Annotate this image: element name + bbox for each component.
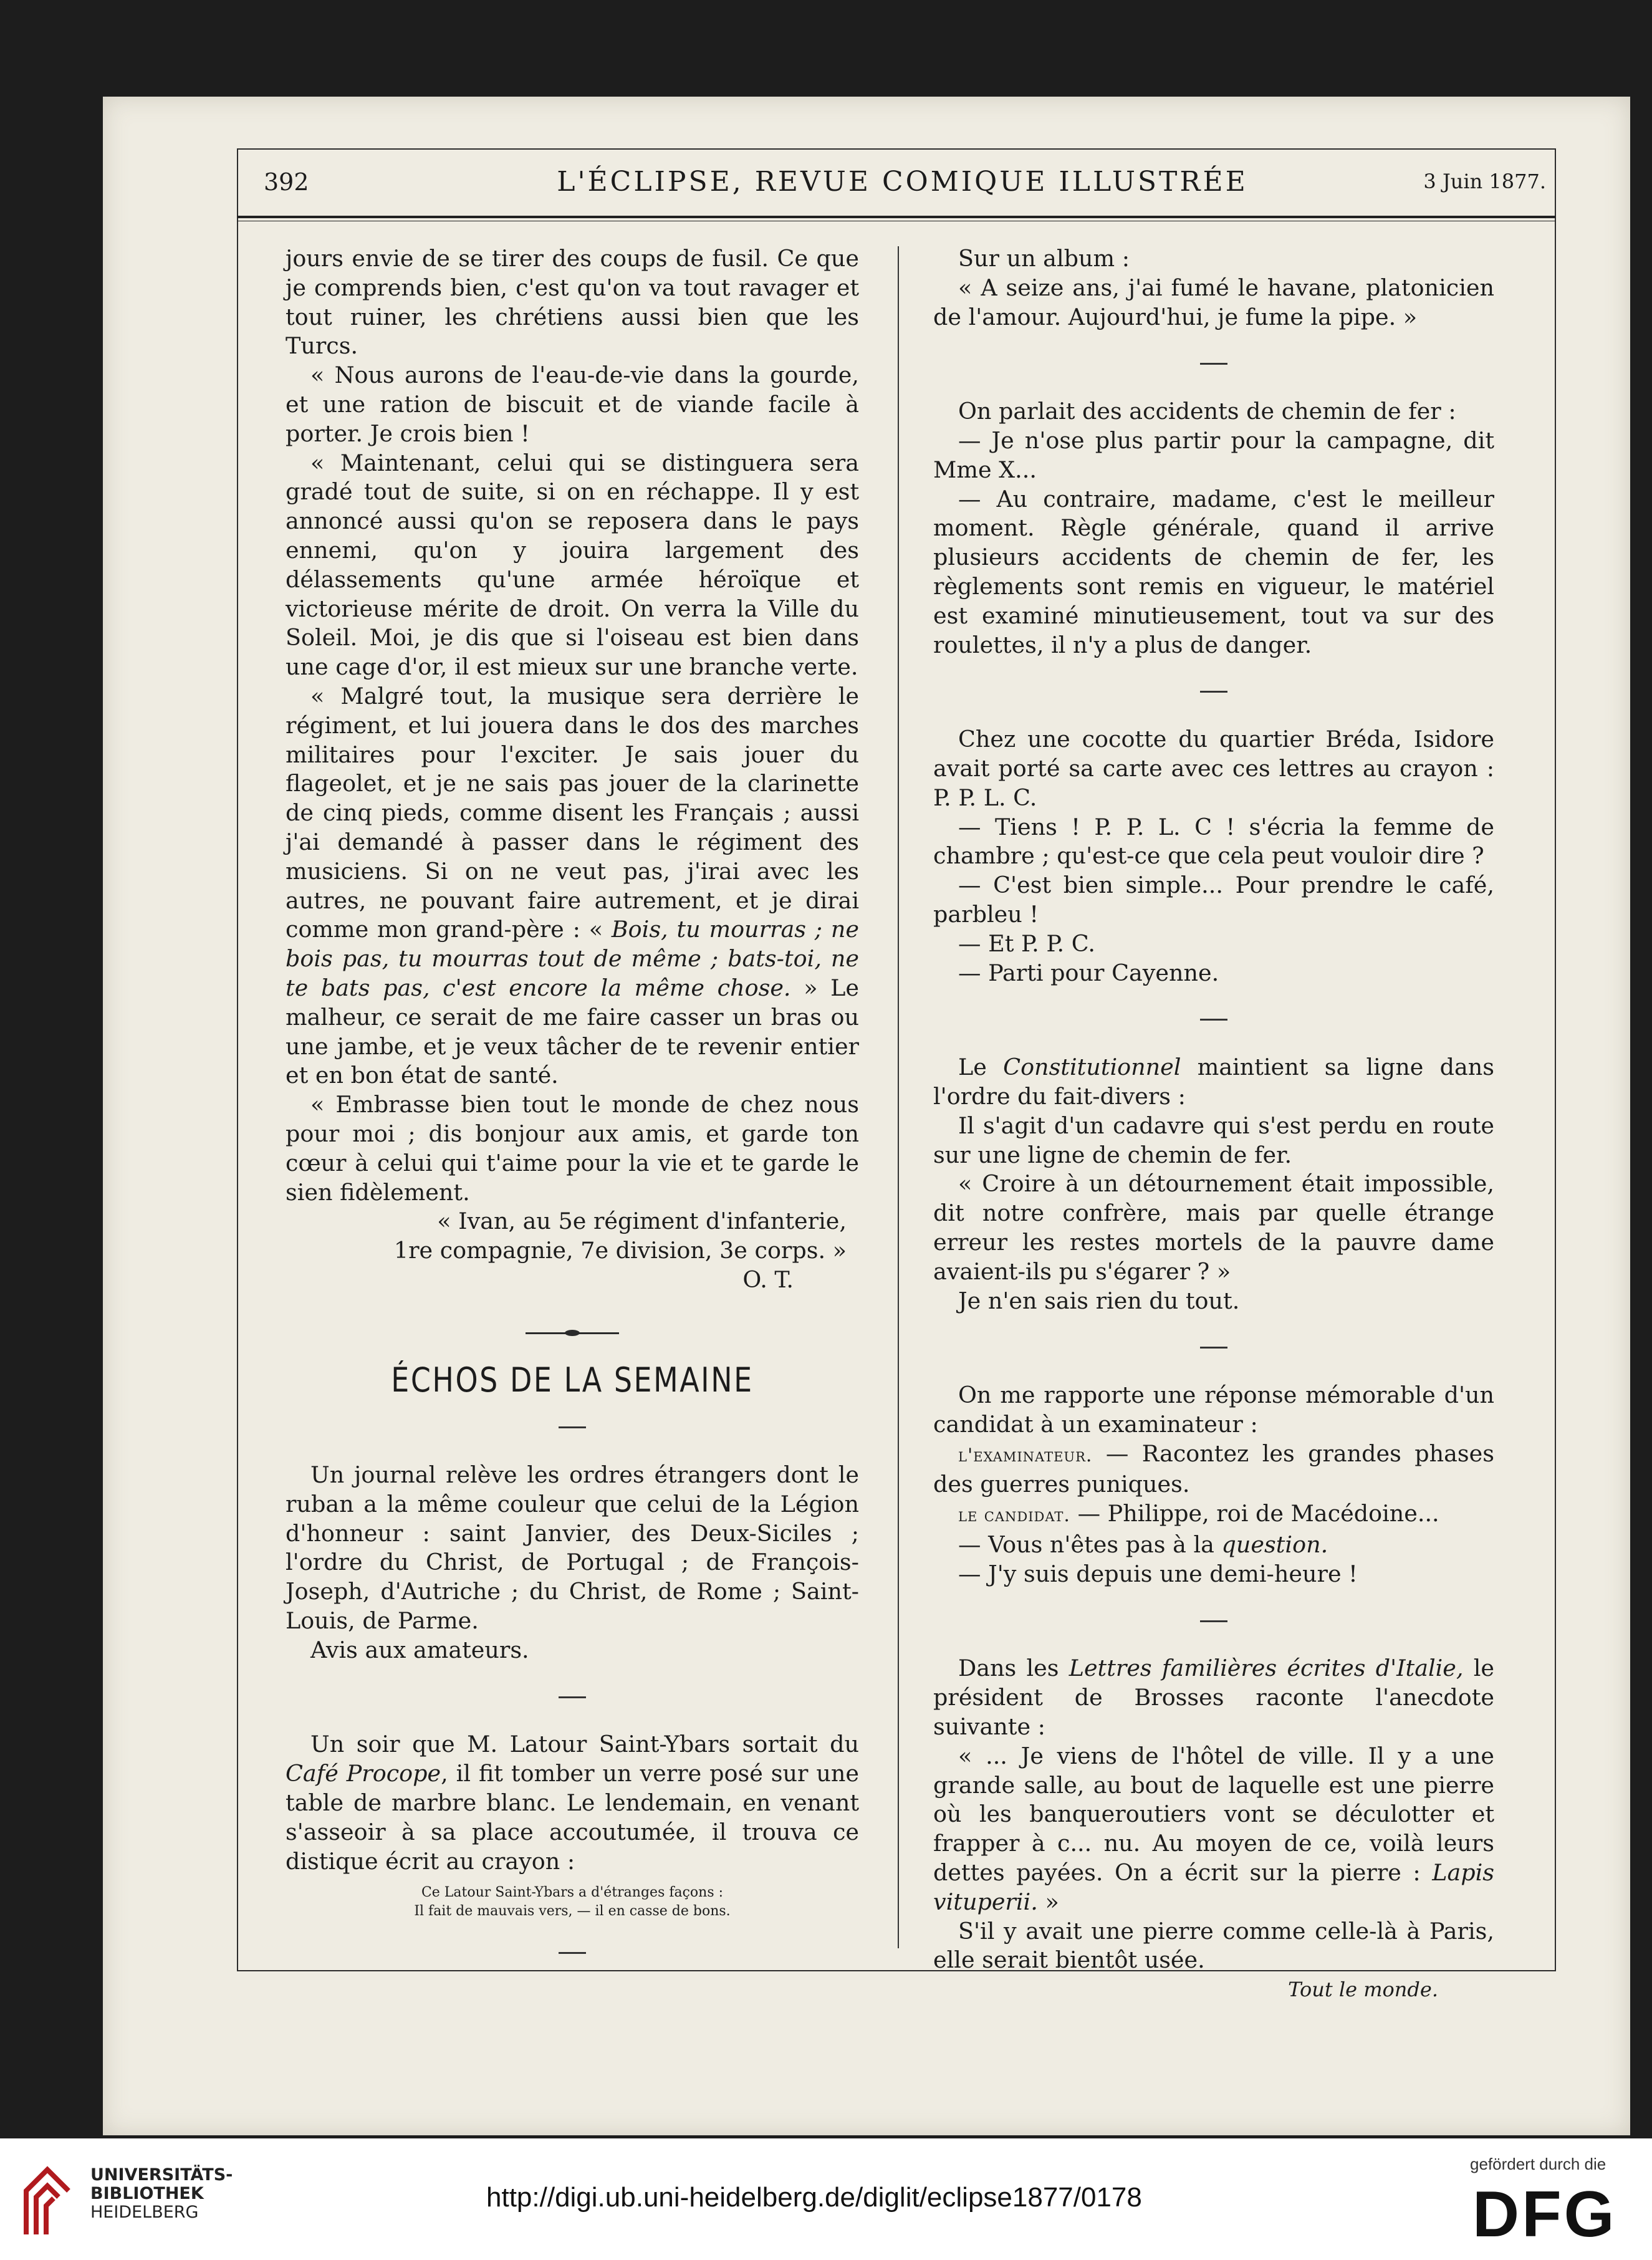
echo-paragraph: — Tiens ! P. P. L. C ! s'écria la femme de chambre ; qu'est-ce que cela peut vouloir dire ?: [933, 813, 1494, 870]
echo-paragraph: On parlait des accidents de chemin de fer :: [958, 398, 1456, 425]
echo-paragraph: Il s'agit d'un cadavre qui s'est perdu en route sur une ligne de chemin de fer.: [933, 1112, 1494, 1168]
page-number: 392: [264, 168, 309, 196]
italic-name: Constitutionnel: [1003, 1054, 1181, 1081]
italic-name: Café Procope: [286, 1760, 441, 1787]
dialogue-line: [933, 1499, 1494, 1531]
permalink-url[interactable]: http://digi.ub.uni-heidelberg.de/diglit/eclipse1877/0178: [486, 2182, 1142, 2213]
dash-separator: [933, 999, 1494, 1028]
echo-paragraph: « A seize ans, j'ai fumé le havane, platonicien de l'amour. Aujourd'hui, je fume la pipe. »: [933, 274, 1494, 330]
issue-date: 3 Juin 1877.: [1423, 170, 1546, 193]
echo-paragraph: On me rapporte une réponse mémorable d'un candidat à un examinateur :: [933, 1382, 1494, 1438]
footer-bar: [0, 2138, 1652, 2260]
paragraph: jours envie de se tirer des coups de fusil. Ce que je comprends bien, c'est qu'on va tout ravager et tout ruiner, les chrétiens aussi bien que les Turcs.: [286, 245, 859, 360]
paragraph-text: »: [1045, 1888, 1059, 1915]
echo-paragraph: Avis aux amateurs.: [310, 1636, 529, 1663]
paragraph-text: « Malgré tout, la musique sera derrière le régiment, et lui jouera dans le dos des marches militaires pour l'exciter. Je sais jouer du flageolet, et je ne sais pas jouer de la clarinette de cinq pieds, comme disent les Français ; aussi j'ai demandé à passer dans le régiment des musiciens. Si on ne veut pas, j'irai avec les autres, ne pouvant faire autrement, et je dirai comme mon grand-père :: [286, 682, 859, 943]
right-column: [933, 244, 1494, 2004]
dash-separator: [933, 343, 1494, 372]
paragraph-text: le président de Brosses raconte l'anecdote suivante :: [933, 1655, 1495, 1741]
echo-paragraph: S'il y avait une pierre comme celle-là à Paris, elle serait bientôt usée.: [933, 1917, 1494, 1974]
dfg-logo: DFG: [1472, 2178, 1617, 2251]
funding-note: gefördert durch die: [1470, 2155, 1606, 2173]
sign-off: Tout le monde.: [1288, 1978, 1438, 2002]
library-name-line: BIBLIOTHEK: [90, 2184, 204, 2203]
left-column: [286, 244, 859, 1986]
page-header: [259, 163, 1546, 207]
library-name-line: UNIVERSITÄTS-: [90, 2165, 233, 2185]
echo-paragraph: Chez une cocotte du quartier Bréda, Isidore avait porté sa carte avec ces lettres au crayon : P. P. L. C.: [933, 726, 1494, 811]
dash-separator: [933, 1327, 1494, 1356]
couplet: [286, 1883, 859, 1921]
author-initials: O. T.: [742, 1266, 794, 1293]
echo-paragraph: [286, 1730, 859, 1876]
echo-paragraph: Sur un album :: [958, 245, 1130, 272]
speaker-name: le candidat.: [958, 1504, 1070, 1527]
paragraph-text: Dans les: [958, 1655, 1059, 1682]
echo-paragraph: [933, 1742, 1494, 1917]
paragraph-text: , il fit tomber un verre posé sur une table de marbre blanc. Le lendemain, en venant s'asseoir à sa place accoutumée, il trouva ce distique écrit au crayon :: [286, 1760, 859, 1875]
paragraph: « Nous aurons de l'eau-de-vie dans la gourde, et une ration de biscuit et de viande facile à porter. Je crois bien !: [286, 362, 859, 447]
library-logo-icon: [17, 2153, 77, 2241]
paragraph: « Embrasse bien tout le monde de chez nous pour moi ; dis bonjour aux amis, et garde ton cœur à celui qui t'aime pour la vie et te garde le sien fidèlement.: [286, 1091, 859, 1206]
italic-quote: Bois, tu mourras ; ne bois pas, tu mourras tout de même ; bats-toi, ne te bats pas, c'est encore la même chose.: [286, 916, 859, 1001]
letter-signature: « Ivan, au 5e régiment d'infanterie,: [437, 1208, 847, 1235]
section-title: ÉCHOS DE LA SEMAINE: [391, 1360, 754, 1400]
dash-separator: [286, 1406, 859, 1436]
paragraph-text: » Le malheur, ce serait de me faire casser un bras ou une jambe, et je veux tâcher de te revenir entier et en bon état de santé.: [286, 974, 860, 1089]
couplet-line: Il fait de mauvais vers, — il en casse de bons.: [414, 1903, 731, 1920]
paragraph-text: Le: [958, 1054, 987, 1081]
paragraph: « Maintenant, celui qui se distinguera sera gradé tout de suite, si on en réchappe. Il y est annoncé aussi qu'on se reposera dans le pays ennemi, qu'on y jouira largement des délassements qu'une armée héroïque et victorieuse mérite de droit. On verra la Ville du Soleil. Moi, je dis que si l'oiseau est bien dans une cage d'or, il est mieux sur une branche verte.: [286, 449, 859, 681]
dialogue-text: — Vous n'êtes pas à la: [958, 1531, 1214, 1559]
library-name: [90, 2166, 233, 2222]
dialogue-line: [933, 1440, 1494, 1500]
column-divider: [898, 246, 899, 1948]
ornament-divider: [286, 1312, 859, 1342]
running-title: L'ÉCLIPSE, REVUE COMIQUE ILLUSTRÉE: [557, 166, 1248, 198]
dash-separator: [933, 1600, 1494, 1630]
echo-paragraph: « Croire à un détournement était impossible, dit notre confrère, mais par quelle étrange erreur les restes mortels de la pauvre dame avaient-ils pu s'égarer ? »: [933, 1170, 1494, 1285]
dialogue-line: — J'y suis depuis une demi-heure !: [958, 1560, 1358, 1587]
dash-separator: [286, 1676, 859, 1706]
letter-signature-unit: 1re compagnie, 7e division, 3e corps. »: [393, 1237, 847, 1264]
echo-paragraph: Je n'en sais rien du tout.: [958, 1287, 1240, 1314]
echo-paragraph: [933, 1654, 1494, 1741]
echo-paragraph: — C'est bien simple... Pour prendre le café, parbleu !: [933, 872, 1494, 928]
echo-paragraph: [933, 1053, 1494, 1112]
dash-separator: [933, 671, 1494, 700]
italic-title: Lettres familières écrites d'Italie,: [1069, 1655, 1464, 1682]
dialogue-line: [933, 1531, 1494, 1560]
paragraph: « Malgré tout, la musique sera derrière le régiment, et lui jouera dans le dos des marches militaires pour l'exciter. Je sais jouer du flageolet, et je ne sais pas jouer de la clarinette de cinq pieds, comme disent les Français ; aussi j'ai demandé à passer dans le régiment des musiciens. Si on ne veut pas, j'irai avec les autres, ne pouvant faire autrement, et je dirai comme mon grand-père : « Bois, tu mourras ; ne bois pas, tu mourras tout de même ; bats-toi, ne te bats pas, c'est encore la même chose. » Le malheur, ce serait de me faire casser un bras ou une jambe, et je veux tâcher de te revenir entier et en bon état de santé.: [286, 682, 860, 1089]
dialogue-text: — Racontez les grandes phases des guerres puniques.: [933, 1440, 1494, 1498]
italic-word: question.: [1221, 1531, 1328, 1559]
speaker-name: l'examinateur.: [958, 1444, 1093, 1466]
italic-latin: Lapis vituperii.: [933, 1859, 1494, 1915]
echo-paragraph: — Et P. P. C.: [958, 930, 1095, 957]
library-name-line: HEIDELBERG: [90, 2203, 199, 2222]
header-rule: [237, 216, 1556, 218]
dialogue-text: — Philippe, roi de Macédoine...: [1077, 1500, 1439, 1527]
echo-paragraph: Un journal relève les ordres étrangers dont le ruban a la même couleur que celui de la Légion d'honneur : saint Janvier, des Deux-Siciles ; l'ordre du Christ, de Portugal ; de François-Joseph, d'Autriche ; du Christ, de Rome ; Saint-Louis, de Parme.: [286, 1461, 859, 1635]
paragraph-text: « ... Je viens de l'hôtel de ville. Il y a une grande salle, au bout de laquelle est une pierre où les banqueroutiers vont se déculotter et frapper à c... nu. Au moyen de ce, voilà leurs dettes payées. On a écrit sur la pierre :: [933, 1742, 1494, 1887]
dash-separator: [286, 1932, 859, 1961]
couplet-line: Ce Latour Saint-Ybars a d'étranges façons :: [421, 1885, 724, 1901]
paragraph-text: maintient sa ligne dans l'ordre du fait-divers :: [933, 1054, 1494, 1110]
echo-paragraph: — Parti pour Cayenne.: [958, 959, 1219, 986]
echo-paragraph: — Au contraire, madame, c'est le meilleur moment. Règle générale, quand il arrive plusieurs accidents de chemin de fer, les règlements sont remis en vigueur, le matériel est examiné minutieusement, tout va sur des roulettes, il n'y a plus de danger.: [933, 485, 1494, 658]
echo-paragraph: — Je n'ose plus partir pour la campagne, dit Mme X...: [933, 426, 1494, 483]
paragraph-text: Un soir que M. Latour Saint-Ybars sortait du: [310, 1731, 859, 1758]
